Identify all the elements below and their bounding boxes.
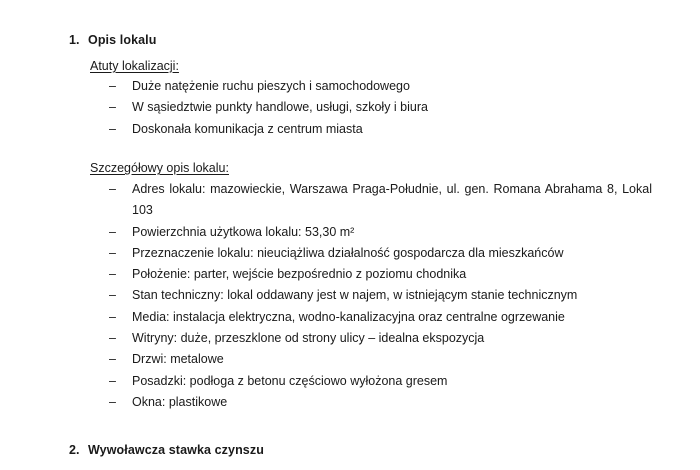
list-item: – Doskonała komunikacja z centrum miasta <box>109 119 652 140</box>
list-item: – Drzwi: metalowe <box>109 349 652 370</box>
details-list <box>109 179 652 413</box>
section-1-number: 1. <box>69 33 80 47</box>
list-item: – W sąsiedztwie punkty handlowe, usługi, szkoły i biura <box>109 97 652 118</box>
section-2-title: Wywoławcza stawka czynszu <box>88 443 264 457</box>
bullet-dash: – <box>109 288 116 303</box>
list-item: – Posadzki: podłoga z betonu częściowo wyłożona gresem <box>109 371 652 392</box>
list-item: – Duże natężenie ruchu pieszych i samochodowego <box>109 76 652 97</box>
section-1-heading <box>69 33 156 47</box>
bullet-dash: – <box>109 373 116 388</box>
section-1-title: Opis lokalu <box>88 33 157 47</box>
bullet-dash: – <box>109 79 116 93</box>
bullet-dash: – <box>109 100 116 115</box>
bullet-dash: – <box>109 394 116 409</box>
section-2-number: 2. <box>69 443 80 457</box>
advantages-list <box>109 76 652 140</box>
list-item: – Witryny: duże, przeszklone od strony ulicy – idealna ekspozycja <box>109 328 652 349</box>
list-item: – Media: instalacja elektryczna, wodno-kanalizacyjna oraz centralne ogrzewanie <box>109 307 652 328</box>
list-item: – Stan techniczny: lokal oddawany jest w najem, w istniejącym stanie technicznym <box>109 285 652 306</box>
bullet-dash: – <box>109 309 116 324</box>
bullet-dash: – <box>109 352 116 367</box>
list-item: – Okna: plastikowe <box>109 392 652 413</box>
bullet-dash: – <box>109 267 116 282</box>
list-item: – Powierzchnia użytkowa lokalu: 53,30 m² <box>109 222 652 243</box>
list-item: – Przeznaczenie lokalu: nieuciążliwa działalność gospodarcza dla mieszkańców <box>109 243 652 264</box>
section-2-heading <box>69 443 264 457</box>
bullet-dash: – <box>109 245 116 260</box>
advantages-heading: Atuty lokalizacji: <box>90 59 179 73</box>
details-heading: Szczegółowy opis lokalu: <box>90 161 229 175</box>
bullet-dash: – <box>109 331 116 346</box>
bullet-dash: – <box>109 121 116 136</box>
bullet-dash: – <box>109 182 116 196</box>
bullet-dash: – <box>109 224 116 239</box>
list-item: – Adres lokalu: mazowieckie, Warszawa Praga-Południe, ul. gen. Romana Abrahama 8, Lokal 103 <box>109 179 652 222</box>
list-item: – Położenie: parter, wejście bezpośrednio z poziomu chodnika <box>109 264 652 285</box>
